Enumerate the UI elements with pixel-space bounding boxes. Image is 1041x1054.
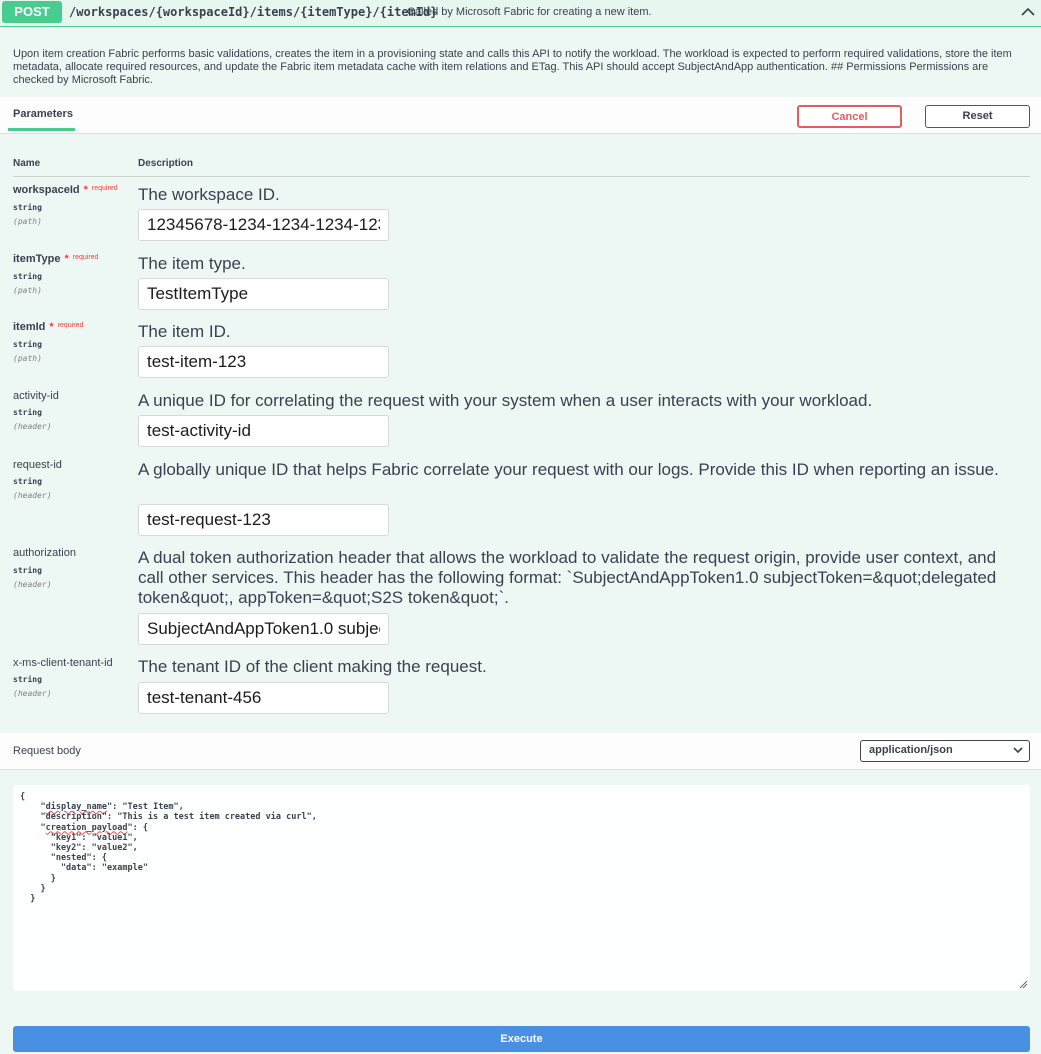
- method-badge: POST: [2, 1, 62, 23]
- parameter-location: (path): [13, 354, 42, 363]
- parameter-location: (header): [13, 580, 52, 589]
- code-line: }: [20, 894, 36, 905]
- execute-button[interactable]: Execute: [13, 1026, 1030, 1052]
- parameter-location: (header): [13, 491, 52, 500]
- parameter-description: A dual token authorization header that allows the workload to validate the request origin, provide user context, and call other services. This header has the following format: `SubjectAndAppToken1.0 subjectToken=&quot;delegated token&quot;, appToken=&quot;S2S token&quot;`.: [138, 548, 997, 607]
- authorization-input[interactable]: [138, 613, 389, 645]
- parameter-name: x-ms-client-tenant-id: [13, 657, 113, 669]
- code-line: "nested": {: [20, 853, 107, 864]
- parameters-header: [0, 97, 1041, 134]
- parameter-description: The item ID.: [138, 322, 231, 341]
- content-type-select[interactable]: [860, 740, 1030, 762]
- client-tenant-id-input[interactable]: [138, 682, 389, 714]
- code-line: "key2": "value2",: [20, 843, 138, 854]
- content-type-value: application/json: [869, 744, 953, 756]
- parameter-location: (path): [13, 217, 42, 226]
- parameter-type: string: [13, 675, 42, 684]
- reset-button[interactable]: Reset: [925, 105, 1030, 128]
- code-line: "key1": "value1",: [20, 832, 138, 843]
- parameter-description: A globally unique ID that helps Fabric correlate your request with our logs. Provide this ID when reporting an issue.: [138, 460, 999, 479]
- operation-description: Upon item creation Fabric performs basic validations, creates the item in a provisioning state and calls this API to notify the workload. The workload is expected to perform required validations, store the item metadata, allocate required resources, and update the Fabric item metadata cache with item relations and ETag. This API should accept SubjectAndApp authentication. ## Permissions Permissions are checked by Microsoft Fabric.: [13, 48, 1012, 86]
- chevron-down-icon: [1013, 746, 1023, 754]
- operation-summary[interactable]: [0, 0, 1041, 27]
- parameter-type: string: [13, 272, 42, 281]
- parameter-location: (header): [13, 689, 52, 698]
- item-id-input[interactable]: [138, 346, 389, 378]
- required-asterisk: *: [64, 253, 69, 265]
- workspace-id-input[interactable]: [138, 209, 389, 241]
- required-label: required: [72, 254, 99, 261]
- code-line: "data": "example": [20, 863, 148, 874]
- table-header-divider: [13, 176, 1030, 177]
- column-header-name: Name: [13, 158, 41, 169]
- parameter-description: The item type.: [138, 254, 246, 273]
- parameter-name: request-id: [13, 459, 62, 471]
- required-asterisk: *: [83, 184, 88, 196]
- parameter-type: string: [13, 408, 42, 417]
- parameter-name: itemType * $^{required}$: [13, 253, 99, 265]
- request-id-input[interactable]: [138, 504, 389, 536]
- code-line: {: [20, 792, 26, 802]
- request-body-header: [0, 733, 1041, 770]
- chevron-up-icon[interactable]: [1018, 3, 1038, 21]
- operation-path: /workspaces/{workspaceId}/items/{itemType}/{itemId}: [69, 5, 438, 19]
- request-body-label: Request body: [13, 745, 81, 757]
- code-line: "display_name": "Test Item",: [20, 802, 184, 813]
- parameter-location: (header): [13, 422, 52, 431]
- parameter-type: string: [13, 203, 42, 212]
- code-line: }: [20, 883, 46, 894]
- parameter-name: itemId * $^{required}$: [13, 321, 84, 333]
- parameter-description: The tenant ID of the client making the request.: [138, 657, 487, 676]
- operation-summary-text: Called by Microsoft Fabric for creating a new item.: [407, 6, 652, 18]
- request-body-code[interactable]: [20, 792, 317, 904]
- parameter-name: activity-id: [13, 390, 59, 402]
- code-line: "creation_payload": {: [20, 822, 148, 833]
- parameter-description: The workspace ID.: [138, 185, 280, 204]
- code-line: }: [20, 873, 56, 884]
- request-body-editor[interactable]: [13, 785, 1030, 991]
- resize-handle-icon[interactable]: [1019, 980, 1028, 989]
- cancel-button[interactable]: Cancel: [797, 105, 902, 128]
- column-header-description: Description: [138, 158, 194, 169]
- required-label: required: [57, 322, 84, 329]
- tab-active-indicator: [8, 128, 75, 131]
- parameter-type: string: [13, 477, 42, 486]
- parameter-name: authorization: [13, 547, 76, 559]
- parameter-location: (path): [13, 286, 42, 295]
- required-label: required: [91, 185, 118, 192]
- required-asterisk: *: [49, 321, 54, 333]
- parameter-name: workspaceId * $^{required}$: [13, 184, 118, 196]
- parameter-type: string: [13, 340, 42, 349]
- activity-id-input[interactable]: [138, 415, 389, 447]
- code-line: "description": "This is a test item created via curl",: [20, 812, 317, 823]
- item-type-input[interactable]: [138, 278, 389, 310]
- tab-parameters[interactable]: Parameters: [13, 108, 73, 120]
- parameter-type: string: [13, 566, 42, 575]
- spellcheck-word: creation_payload: [45, 822, 128, 833]
- spellcheck-word: display_name: [45, 802, 108, 813]
- parameter-description: A unique ID for correlating the request with your system when a user interacts with your workload.: [138, 391, 873, 410]
